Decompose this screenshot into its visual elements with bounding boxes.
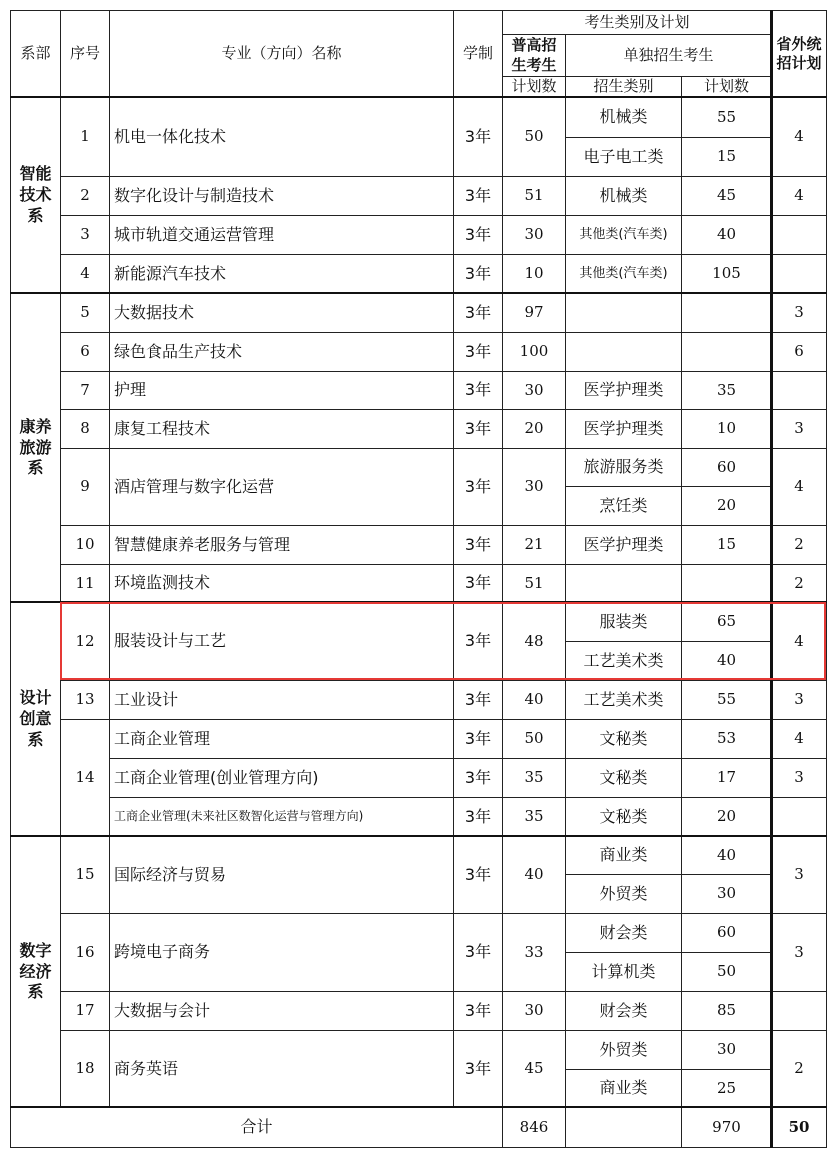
general-plan: 35	[502, 758, 566, 798]
general-plan: 20	[502, 409, 566, 449]
recruit-category: 其他类(汽车类)	[565, 215, 682, 255]
outside-plan: 4	[771, 719, 827, 759]
outside-plan: 4	[771, 448, 827, 526]
outside-plan	[771, 797, 827, 837]
outside-plan: 3	[771, 836, 827, 914]
header-recruit-category: 招生类别	[565, 76, 682, 98]
major-name: 大数据与会计	[109, 991, 454, 1031]
section-divider	[10, 292, 827, 294]
duration-cell: 3年	[453, 602, 503, 681]
seq-cell: 15	[60, 836, 110, 914]
seq-cell: 5	[60, 293, 110, 333]
duration-cell: 3年	[453, 97, 503, 177]
section-divider	[10, 1106, 827, 1108]
independent-plan: 25	[681, 1069, 772, 1108]
recruit-category: 工艺美术类	[565, 641, 682, 681]
recruit-category: 文秘类	[565, 758, 682, 798]
recruit-category: 机械类	[565, 97, 682, 138]
duration-cell: 3年	[453, 991, 503, 1031]
recruit-category: 财会类	[565, 991, 682, 1031]
duration-cell: 3年	[453, 448, 503, 526]
total-general: 846	[502, 1107, 566, 1148]
independent-plan	[681, 293, 772, 333]
recruit-category: 旅游服务类	[565, 448, 682, 487]
outside-plan: 3	[771, 409, 827, 449]
header-plan-count: 计划数	[502, 76, 566, 98]
independent-plan: 40	[681, 836, 772, 875]
recruit-category: 烹饪类	[565, 486, 682, 526]
outside-plan: 2	[771, 525, 827, 565]
recruit-category: 服装类	[565, 602, 682, 642]
seq-cell: 13	[60, 680, 110, 720]
general-plan: 97	[502, 293, 566, 333]
independent-plan	[681, 332, 772, 372]
section-divider	[10, 835, 827, 837]
recruit-category: 财会类	[565, 913, 682, 953]
independent-plan: 10	[681, 409, 772, 449]
header-category-plan: 考生类别及计划	[502, 10, 772, 35]
independent-plan: 50	[681, 952, 772, 992]
duration-cell: 3年	[453, 680, 503, 720]
section-divider	[10, 96, 827, 98]
header-major: 专业（方向）名称	[109, 10, 454, 98]
recruit-category: 医学护理类	[565, 371, 682, 410]
independent-plan: 15	[681, 525, 772, 565]
outside-plan: 3	[771, 680, 827, 720]
outside-plan: 3	[771, 758, 827, 798]
total-outside: 50	[771, 1107, 827, 1148]
independent-plan	[681, 564, 772, 603]
outside-plan	[771, 215, 827, 255]
duration-cell: 3年	[453, 176, 503, 216]
seq-cell: 6	[60, 332, 110, 372]
recruit-category: 外贸类	[565, 874, 682, 914]
header-seq: 序号	[60, 10, 110, 98]
major-name: 商务英语	[109, 1030, 454, 1108]
major-name: 新能源汽车技术	[109, 254, 454, 294]
general-plan: 10	[502, 254, 566, 294]
seq-cell: 3	[60, 215, 110, 255]
duration-cell: 3年	[453, 371, 503, 410]
seq-cell: 4	[60, 254, 110, 294]
general-plan: 30	[502, 215, 566, 255]
outside-plan: 4	[771, 602, 827, 681]
seq-cell: 12	[60, 602, 110, 681]
header-plan-count2: 计划数	[681, 76, 772, 98]
general-plan: 51	[502, 176, 566, 216]
seq-cell: 1	[60, 97, 110, 177]
outside-plan	[771, 991, 827, 1031]
outside-plan: 2	[771, 1030, 827, 1108]
independent-plan: 20	[681, 797, 772, 837]
recruit-category: 文秘类	[565, 719, 682, 759]
seq-cell: 17	[60, 991, 110, 1031]
general-plan: 30	[502, 371, 566, 410]
general-plan: 33	[502, 913, 566, 992]
major-name: 工商企业管理	[109, 719, 454, 759]
independent-plan: 53	[681, 719, 772, 759]
duration-cell: 3年	[453, 719, 503, 759]
duration-cell: 3年	[453, 1030, 503, 1108]
general-plan: 50	[502, 719, 566, 759]
recruit-category: 文秘类	[565, 797, 682, 837]
outside-plan: 4	[771, 97, 827, 177]
seq-cell: 18	[60, 1030, 110, 1108]
recruit-category: 机械类	[565, 176, 682, 216]
independent-plan: 35	[681, 371, 772, 410]
duration-cell: 3年	[453, 836, 503, 914]
duration-cell: 3年	[453, 332, 503, 372]
recruit-category: 商业类	[565, 836, 682, 875]
major-name: 跨境电子商务	[109, 913, 454, 992]
major-name: 工商企业管理(创业管理方向)	[109, 758, 454, 798]
general-plan: 51	[502, 564, 566, 603]
header-outside: 省外统招计划	[771, 10, 827, 98]
independent-plan: 60	[681, 913, 772, 953]
independent-plan: 40	[681, 215, 772, 255]
recruit-category: 外贸类	[565, 1030, 682, 1070]
general-plan: 100	[502, 332, 566, 372]
department-cell: 数字经济系	[10, 836, 61, 1108]
independent-plan: 15	[681, 137, 772, 177]
general-plan: 45	[502, 1030, 566, 1108]
header-independent: 单独招生考生	[565, 34, 772, 77]
outside-plan: 3	[771, 913, 827, 992]
major-name: 酒店管理与数字化运营	[109, 448, 454, 526]
seq-cell: 14	[60, 719, 110, 837]
recruit-category	[565, 293, 682, 333]
seq-cell: 10	[60, 525, 110, 565]
duration-cell: 3年	[453, 254, 503, 294]
duration-cell: 3年	[453, 409, 503, 449]
general-plan: 21	[502, 525, 566, 565]
header-duration: 学制	[453, 10, 503, 98]
duration-cell: 3年	[453, 215, 503, 255]
duration-cell: 3年	[453, 293, 503, 333]
major-name: 智慧健康养老服务与管理	[109, 525, 454, 565]
recruit-category: 医学护理类	[565, 409, 682, 449]
independent-plan: 65	[681, 602, 772, 642]
general-plan: 40	[502, 680, 566, 720]
general-plan: 30	[502, 448, 566, 526]
general-plan: 30	[502, 991, 566, 1031]
seq-cell: 7	[60, 371, 110, 410]
major-name: 数字化设计与制造技术	[109, 176, 454, 216]
header-general: 普高招生考生	[502, 34, 566, 77]
recruit-category: 医学护理类	[565, 525, 682, 565]
section-divider	[10, 601, 827, 603]
total-label: 合计	[10, 1107, 503, 1148]
outside-plan: 3	[771, 293, 827, 333]
duration-cell: 3年	[453, 758, 503, 798]
major-name: 服装设计与工艺	[109, 602, 454, 681]
independent-plan: 20	[681, 486, 772, 526]
column-divider	[770, 10, 773, 1148]
total-blank	[565, 1107, 682, 1148]
recruit-category: 其他类(汽车类)	[565, 254, 682, 294]
independent-plan: 55	[681, 680, 772, 720]
outside-plan: 4	[771, 176, 827, 216]
major-name: 护理	[109, 371, 454, 410]
duration-cell: 3年	[453, 913, 503, 992]
seq-cell: 9	[60, 448, 110, 526]
major-name: 城市轨道交通运营管理	[109, 215, 454, 255]
department-cell: 智能技术系	[10, 97, 61, 294]
recruit-category: 商业类	[565, 1069, 682, 1108]
outside-plan: 6	[771, 332, 827, 372]
header-dept: 系部	[10, 10, 61, 98]
major-name: 绿色食品生产技术	[109, 332, 454, 372]
independent-plan: 105	[681, 254, 772, 294]
duration-cell: 3年	[453, 797, 503, 837]
independent-plan: 45	[681, 176, 772, 216]
major-name: 机电一体化技术	[109, 97, 454, 177]
department-cell: 康养旅游系	[10, 293, 61, 603]
major-name: 康复工程技术	[109, 409, 454, 449]
general-plan: 35	[502, 797, 566, 837]
seq-cell: 11	[60, 564, 110, 603]
major-name: 大数据技术	[109, 293, 454, 333]
independent-plan: 30	[681, 1030, 772, 1070]
independent-plan: 55	[681, 97, 772, 138]
seq-cell: 16	[60, 913, 110, 992]
major-name: 环境监测技术	[109, 564, 454, 603]
major-name: 工商企业管理(未来社区数智化运营与管理方向)	[109, 797, 454, 837]
total-independent: 970	[681, 1107, 772, 1148]
recruit-category: 工艺美术类	[565, 680, 682, 720]
general-plan: 40	[502, 836, 566, 914]
seq-cell: 2	[60, 176, 110, 216]
independent-plan: 60	[681, 448, 772, 487]
major-name: 国际经济与贸易	[109, 836, 454, 914]
independent-plan: 40	[681, 641, 772, 681]
outside-plan	[771, 371, 827, 410]
recruit-category	[565, 564, 682, 603]
outside-plan: 2	[771, 564, 827, 603]
independent-plan: 85	[681, 991, 772, 1031]
general-plan: 50	[502, 97, 566, 177]
independent-plan: 30	[681, 874, 772, 914]
independent-plan: 17	[681, 758, 772, 798]
duration-cell: 3年	[453, 525, 503, 565]
major-name: 工业设计	[109, 680, 454, 720]
general-plan: 48	[502, 602, 566, 681]
seq-cell: 8	[60, 409, 110, 449]
outside-plan	[771, 254, 827, 294]
recruit-category	[565, 332, 682, 372]
recruit-category: 电子电工类	[565, 137, 682, 177]
department-cell: 设计创意系	[10, 602, 61, 837]
duration-cell: 3年	[453, 564, 503, 603]
recruit-category: 计算机类	[565, 952, 682, 992]
